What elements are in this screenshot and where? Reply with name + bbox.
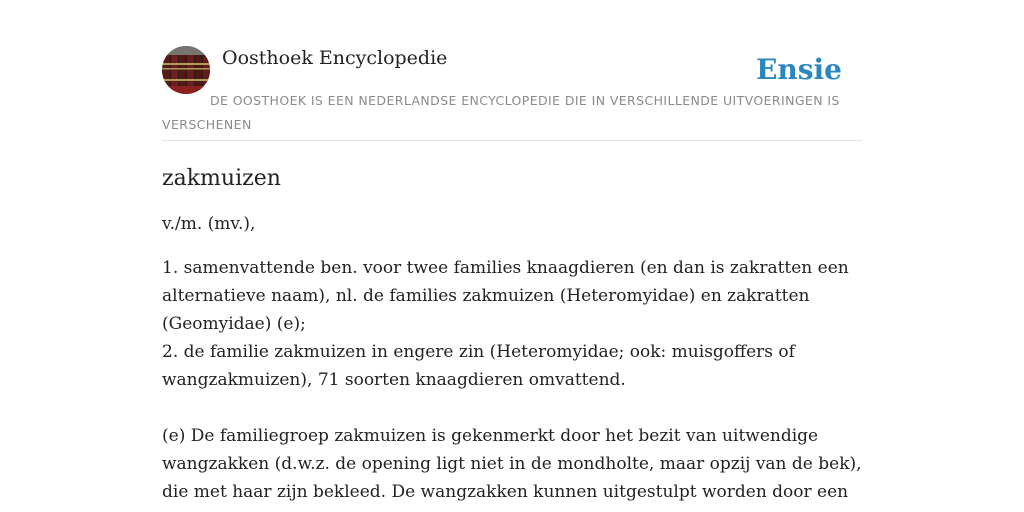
- encyclopedia-avatar[interactable]: [162, 46, 210, 94]
- site-title[interactable]: Oosthoek Encyclopedie: [222, 47, 448, 69]
- article-body: [162, 160, 862, 506]
- book-spines-icon: [162, 46, 210, 94]
- entry-term: zakmuizen: [162, 166, 281, 191]
- part-of-speech: v./m. (mv.),: [162, 214, 256, 234]
- ensie-logo-link[interactable]: Ensie: [756, 53, 842, 86]
- definition-1: 1. samenvattende ben. voor twee families knaagdieren (en dan is zakratten een alternatieve naam), nl. de families zakmuizen (Heteromyidae) en zakratten (Geomyidae) (e);: [162, 258, 849, 334]
- site-header: [162, 46, 862, 141]
- encyclopedia-note: (e) De familiegroep zakmuizen is gekenmerkt door het bezit van uitwendige wangzakken (d.w.z. de opening ligt niet in de mondholte, maar opzij van de bek), die met haar zijn bekleed. De wangzakken kunnen uitgestulpt worden door een: [162, 426, 862, 502]
- definition-2: 2. de familie zakmuizen in engere zin (Heteromyidae; ook: muisgoffers of wangzakmuizen), 71 soorten knaagdieren omvattend.: [162, 342, 795, 390]
- site-tagline: DE OOSTHOEK IS EEN NEDERLANDSE ENCYCLOPEDIE DIE IN VERSCHILLENDE UITVOERINGEN IS VERSCHENEN: [162, 93, 840, 132]
